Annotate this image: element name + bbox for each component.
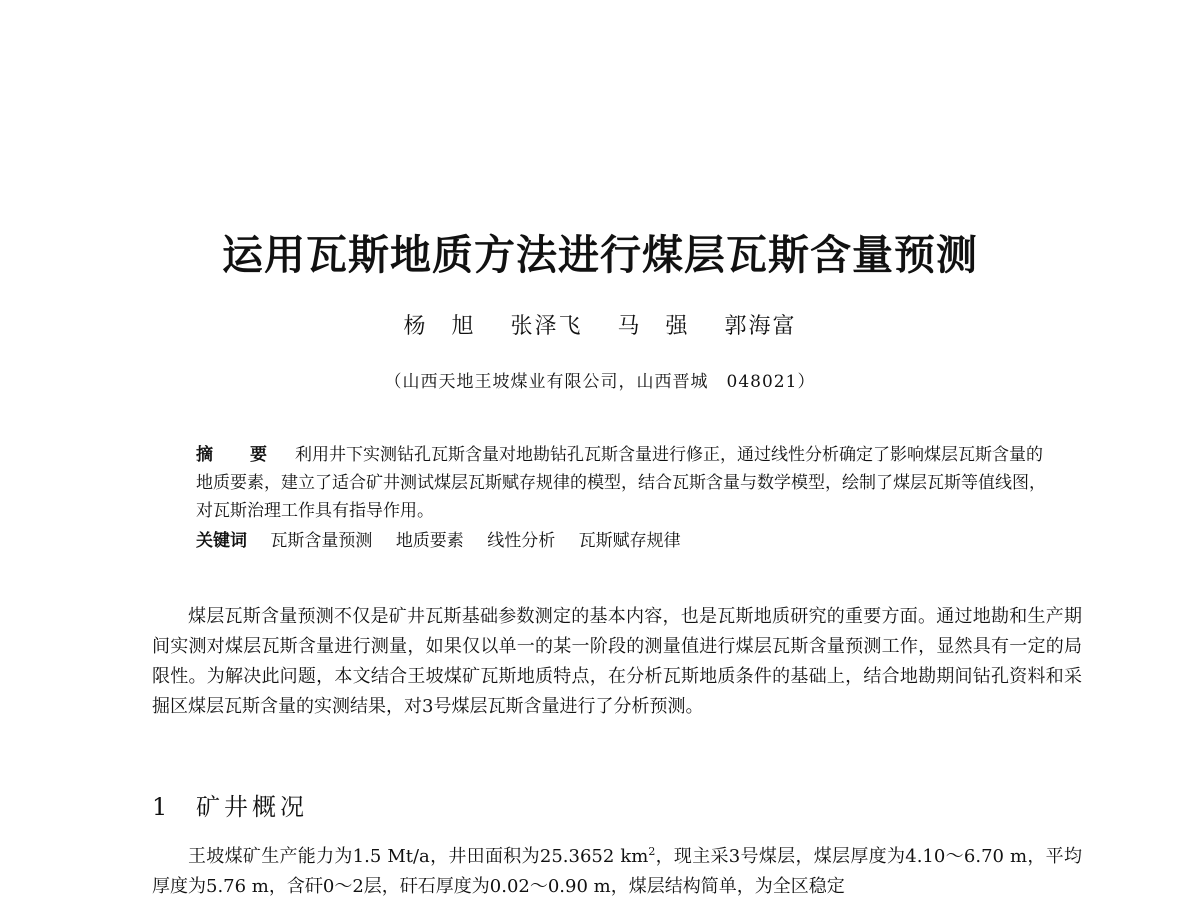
section-title: 矿井概况 — [196, 793, 308, 821]
affiliation: （山西天地王坡煤业有限公司，山西晋城 048021） — [384, 372, 816, 392]
abstract-paragraph — [196, 441, 1046, 525]
abstract-label: 摘 要 — [196, 445, 277, 465]
section-number: 1 — [152, 793, 168, 821]
section-paragraph — [152, 837, 1082, 902]
section-heading — [152, 787, 308, 822]
author-list — [0, 309, 1200, 340]
intro-section — [152, 602, 1082, 722]
keyword: 瓦斯赋存规律 — [578, 531, 681, 551]
keyword: 地质要素 — [395, 531, 464, 551]
keywords-label: 关键词 — [196, 531, 247, 551]
section-paragraph-part-b: ，现主采3号煤层，煤层厚度为4.10～6.70 m，平均厚度为5.76 m，含矸0～2层，矸石厚度为0.02～0.90 m，煤层结构简单，为全区稳定 — [152, 846, 1082, 897]
keywords — [196, 527, 1046, 555]
section-paragraph-part-a: 王坡煤矿生产能力为1.5 Mt/a，井田面积为25.3652 km — [188, 846, 649, 867]
section-body — [152, 837, 1082, 902]
author-name: 马 强 — [617, 314, 690, 339]
keyword: 线性分析 — [487, 531, 556, 551]
intro-paragraph: 煤层瓦斯含量预测不仅是矿井瓦斯基础参数测定的基本内容，也是瓦斯地质研究的重要方面。通过地勘和生产期间实测对煤层瓦斯含量进行测量，如果仅以单一的某一阶段的测量值进行煤层瓦斯含量预测工作，显然具有一定的局限性。为解决此问题，本文结合王坡煤矿瓦斯地质特点，在分析瓦斯地质条件的基础上，结合地勘期间钻孔资料和采掘区煤层瓦斯含量的实测结果，对3号煤层瓦斯含量进行了分析预测。 — [152, 606, 1082, 717]
author-name: 郭海富 — [724, 314, 797, 339]
paper-title: 运用瓦斯地质方法进行煤层瓦斯含量预测 — [222, 231, 978, 279]
superscript: 2 — [648, 845, 656, 858]
author-name: 杨 旭 — [403, 314, 476, 339]
author-name: 张泽飞 — [510, 314, 583, 339]
abstract — [196, 441, 1046, 555]
keyword: 瓦斯含量预测 — [270, 531, 373, 551]
abstract-text: 利用井下实测钻孔瓦斯含量对地勘钻孔瓦斯含量进行修正，通过线性分析确定了影响煤层瓦斯含量的地质要素，建立了适合矿井测试煤层瓦斯赋存规律的模型，结合瓦斯含量与数学模型，绘制了煤层瓦斯等值线图，对瓦斯治理工作具有指导作用。 — [196, 445, 1046, 521]
